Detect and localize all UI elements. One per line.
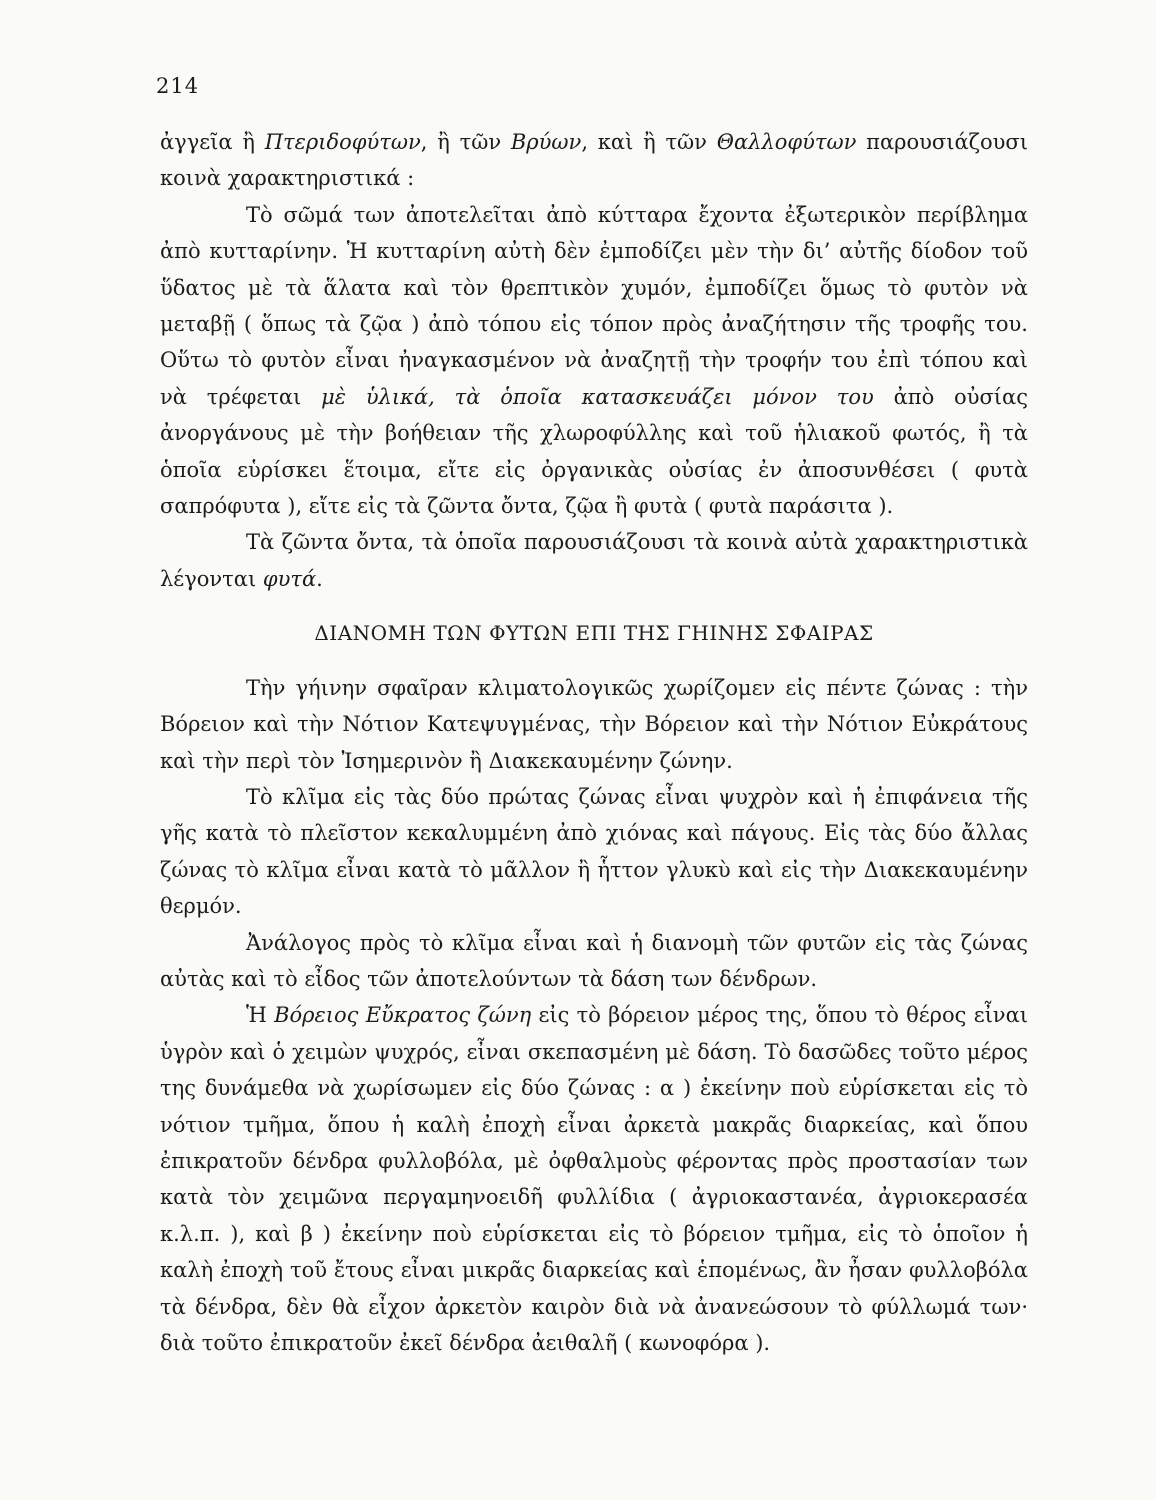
section-heading: ΔΙΑΝΟΜΗ ΤΩΝ ΦΥΤΩΝ ΕΠΙ ΤΗΣ ΓΗΙΝΗΣ ΣΦΑΙΡΑΣ xyxy=(314,621,874,646)
text-run: εἰς τὸ βόρειον μέρος της, ὅπου τὸ θέρος εἶναι ὑγρὸν καὶ ὁ χειμὼν ψυχρός, εἶναι σκεπασμένη μὲ δάση. Τὸ δασῶδες τοῦτο μέρος της δυνάμεθα νὰ χωρίσωμεν εἰς δύο ζώνας : α ) ἐκείνην ποὺ εὑρίσκεται εἰς τὸ νότιον τμῆμα, ὅπου ἡ καλὴ ἐποχὴ εἶναι ἀρκετὰ μακρᾶς διαρκείας, καὶ ὅπου ἐπικρατοῦν δένδρα φυλλοβόλα, μὲ ὀφθαλμοὺς φέροντας πρὸς προστασίαν των κατὰ τὸν χειμῶνα περγαμηνοειδῆ φυλλίδια ( ἀγριοκαστανέα, ἀγριοκερασέα κ.λ.π. ), καὶ β ) ἐκείνην ποὺ εὑρίσκεται εἰς τὸ βόρειον τμῆμα, εἰς τὸ ὁποῖον ἡ καλὴ ἐποχὴ τοῦ ἔτους εἶναι μικρᾶς διαρκείας καὶ ἑπομένως, ἂν ἦσαν φυλλοβόλα τὰ δένδρα, δὲν θὰ εἶχον ἀρκετὸν καιρὸν διὰ νὰ ἀνανεώσουν τὸ φύλλωμά των· διὰ τοῦτο ἐπικρατοῦν ἐκεῖ δένδρα ἀειθαλῆ ( κωνοφόρα ). xyxy=(160,1003,1028,1355)
italic-term: Βόρειος Εὔκρατος ζώνη xyxy=(274,1003,532,1028)
italic-term: φυτά xyxy=(262,566,317,591)
paragraph-4: Τὴν γήινην σφαῖραν κλιματολογικῶς χωρίζομεν εἰς πέντε ζώνας : τὴν Βόρειον καὶ τὴν Νότιον Κατεψυγμένας, τὴν Βόρειον καὶ τὴν Νότιον Εὐκράτους καὶ τὴν περὶ τὸν Ἰσημερινὸν ἢ Διακεκαυμένην ζώνην. xyxy=(160,675,1028,773)
paragraph-1 xyxy=(160,124,1028,197)
italic-phrase: μὲ ὑλικά, τὰ ὁποῖα κατασκευάζει μόνον του xyxy=(321,384,874,409)
italic-term: Πτεριδοφύτων xyxy=(264,130,421,154)
text-run: . xyxy=(316,566,323,591)
paragraph-7 xyxy=(160,997,1028,1361)
body-text xyxy=(160,124,1028,1361)
page-number: 214 xyxy=(156,74,200,98)
paragraph-2 xyxy=(160,197,1028,525)
paragraph-6: Ἀνάλογος πρὸς τὸ κλῖμα εἶναι καὶ ἡ διανομὴ τῶν φυτῶν εἰς τὰς ζώνας αὐτὰς καὶ τὸ εἶδος τῶν ἀποτελούντων τὰ δάση των δένδρων. xyxy=(160,930,1028,991)
text-run: ἀγγεῖα ἢ xyxy=(160,130,265,154)
text-run: , ἢ τῶν xyxy=(420,130,511,154)
italic-term: Θαλλοφύτων xyxy=(716,130,857,154)
italic-term: Βρύων xyxy=(510,130,582,154)
text-run: Τὸ σῶμά των ἀποτελεῖται ἀπὸ κύτταρα ἔχοντα ἐξωτερικὸν περίβλημα ἀπὸ κυτταρίνην. Ἡ κυτταρίνη αὐτὴ δὲν ἐμποδίζει μὲν τὴν δι’ αὐτῆς δίοδον τοῦ ὕδατος μὲ τὰ ἅλατα καὶ τὸν θρεπτικὸν χυμόν, ἐμποδίζει ὅμως τὸ φυτὸν νὰ μεταβῇ ( ὅπως τὰ ζῷα ) ἀπὸ τόπου εἰς τόπον πρὸς ἀναζήτησιν τῆς τροφῆς του. Οὕτω τὸ φυτὸν εἶναι ἠναγκασμένον νὰ ἀναζητῇ τὴν τροφήν του ἐπὶ τόπου καὶ νὰ τρέφεται xyxy=(160,202,1028,409)
text-run: ἀπὸ οὐσίας ἀνοργάνους μὲ τὴν βοήθειαν τῆς χλωροφύλλης καὶ τοῦ ἡλιακοῦ φωτός, ἢ τὰ ὁποῖα εὑρίσκει ἕτοιμα, εἴτε εἰς ὀργανικὰς οὐσίας ἐν ἀποσυνθέσει ( φυτὰ σαπρόφυτα ), εἴτε εἰς τὰ ζῶντα ὄντα, ζῷα ἢ φυτὰ ( φυτὰ παράσιτα ). xyxy=(160,384,1028,519)
text-run: , καὶ ἢ τῶν xyxy=(581,130,717,154)
text-run: Ἡ xyxy=(246,1003,275,1028)
text-run: παρουσιάζουσι κοινὰ χαρακτηριστικά : xyxy=(160,130,1028,191)
paragraph-5: Τὸ κλῖμα εἰς τὰς δύο πρώτας ζώνας εἶναι ψυχρὸν καὶ ἡ ἐπιφάνεια τῆς γῆς κατὰ τὸ πλεῖστον κεκαλυμμένη ἀπὸ χιόνας καὶ πάγους. Εἰς τὰς δύο ἄλλας ζώνας τὸ κλῖμα εἶναι κατὰ τὸ μᾶλλον ἢ ἧττον γλυκὺ καὶ εἰς τὴν Διακεκαυμένην θερμόν. xyxy=(160,784,1028,919)
paragraph-3 xyxy=(160,524,1028,597)
text-run: Τὰ ζῶντα ὄντα, τὰ ὁποῖα παρουσιάζουσι τὰ κοινὰ αὐτὰ χαρακτηριστικὰ λέγονται xyxy=(160,530,1028,591)
